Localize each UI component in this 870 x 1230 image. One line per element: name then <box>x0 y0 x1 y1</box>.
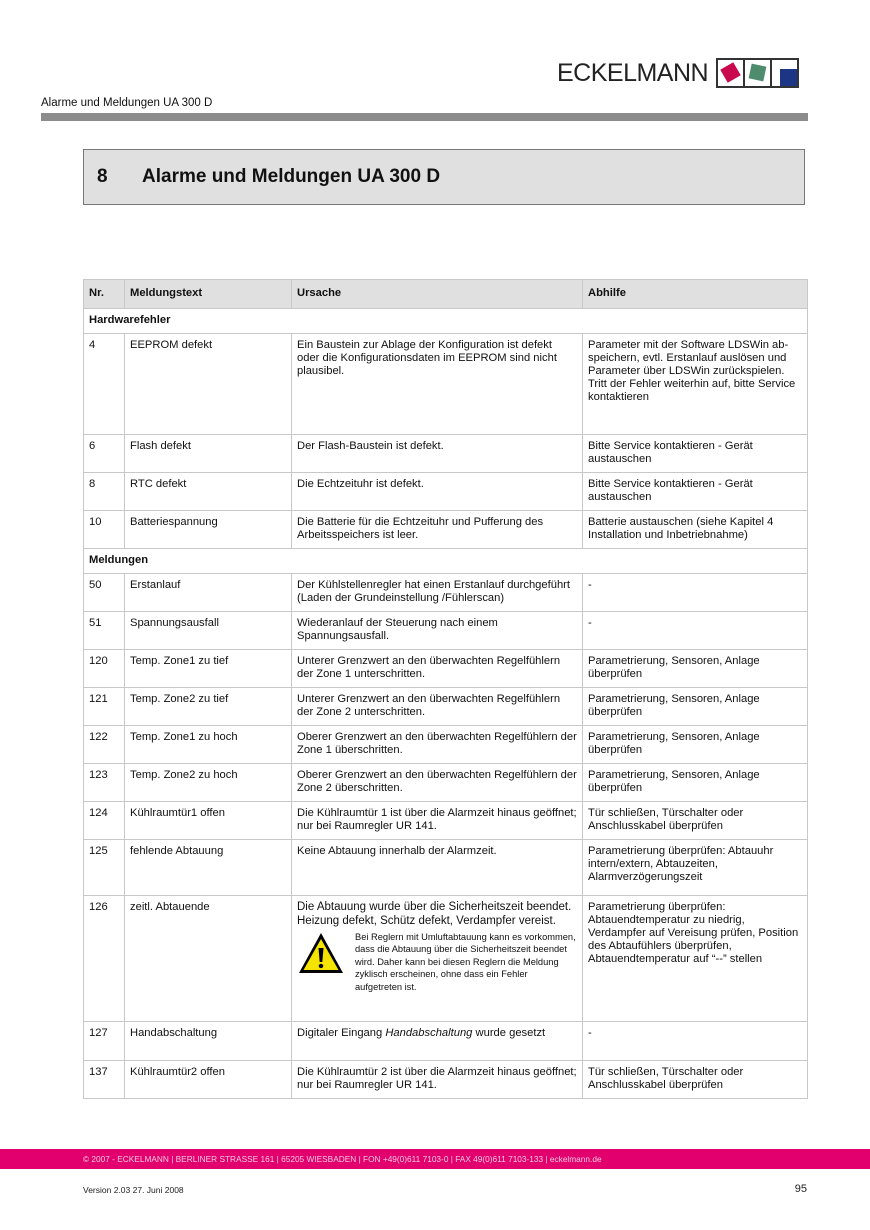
table-row <box>84 650 808 688</box>
table-row <box>84 840 808 896</box>
table-row <box>84 1022 808 1061</box>
cell-cause: Die Kühlraumtür 1 ist über die Alarmzeit hinaus geöffnet; nur bei Raumregler UR 141. <box>292 802 583 840</box>
green-square-icon <box>749 64 767 82</box>
version-info: Version 2.03 27. Juni 2008 <box>83 1185 184 1195</box>
cell-remedy: - <box>583 1022 808 1061</box>
alarm-table <box>83 279 808 1099</box>
section-row-messages <box>84 549 808 574</box>
header-message-text: Meldungstext <box>125 280 292 309</box>
cell-text: Handabschaltung <box>125 1022 292 1061</box>
cell-text: EEPROM defekt <box>125 334 292 435</box>
cause-prefix: Digitaler Eingang <box>297 1027 386 1039</box>
cell-cause: Ein Baustein zur Ablage der Konfiguration ist defekt oder die Konfigurationsdaten im EEPROM sind nicht plausibel. <box>292 334 583 435</box>
table-header-row <box>84 280 808 309</box>
cell-text: RTC defekt <box>125 473 292 511</box>
cell-nr: 125 <box>84 840 125 896</box>
table-row <box>84 802 808 840</box>
table-row <box>84 726 808 764</box>
footer-address: © 2007 - ECKELMANN | BERLINER STRASSE 161 | 65205 WIESBADEN | FON +49(0)611 7103-0 | FAX 49(0)611 7103-133 | eckelmann.de <box>83 1154 602 1164</box>
cell-nr: 123 <box>84 764 125 802</box>
cell-text: Erstanlauf <box>125 574 292 612</box>
section-title: Meldungen <box>84 549 808 574</box>
table-row <box>84 1061 808 1099</box>
cell-cause: Der Flash-Baustein ist defekt. <box>292 435 583 473</box>
cell-nr: 127 <box>84 1022 125 1061</box>
table-row <box>84 435 808 473</box>
logo-box-green <box>745 60 772 86</box>
blue-square-icon <box>780 69 797 86</box>
cell-cause: Unterer Grenzwert an den überwachten Regelfühlern der Zone 1 unterschritten. <box>292 650 583 688</box>
red-square-icon <box>720 62 740 82</box>
table-row <box>84 896 808 1022</box>
chapter-number: 8 <box>97 166 108 187</box>
cell-nr: 50 <box>84 574 125 612</box>
cell-nr: 10 <box>84 511 125 549</box>
running-head: Alarme und Meldungen UA 300 D <box>41 97 213 109</box>
cell-nr: 4 <box>84 334 125 435</box>
table-row <box>84 764 808 802</box>
warning-note <box>297 931 577 993</box>
logo-mark <box>716 58 799 88</box>
cell-remedy: Parameter mit der Software LDSWin ab-speichern, evtl. Erstanlauf auslösen und Parameter über LDSWin zurückspielen. Tritt der Fehler weiterhin auf, bitte Service kontaktieren <box>583 334 808 435</box>
cell-remedy: Parametrierung, Sensoren, Anlage überprüfen <box>583 764 808 802</box>
cell-text: zeitl. Abtauende <box>125 896 292 1022</box>
logo-text: ECKELMANN <box>557 58 709 87</box>
cell-text: Flash defekt <box>125 435 292 473</box>
cell-remedy: - <box>583 612 808 650</box>
cell-cause <box>292 896 583 1022</box>
cell-remedy: Parametrierung, Sensoren, Anlage überprüfen <box>583 650 808 688</box>
warning-note-text: Bei Reglern mit Umluftabtauung kann es vorkommen, dass die Abtauung über die Sicherheitszeit beendet wird. Daher kann bei diesen Reglern die Meldung zyklisch erscheinen, ohne dass ein Fehler aufgetreten ist. <box>355 932 576 992</box>
header-remedy: Abhilfe <box>583 280 808 309</box>
cell-text: Spannungsausfall <box>125 612 292 650</box>
cell-remedy: Tür schließen, Türschalter oder Anschlusskabel überprüfen <box>583 802 808 840</box>
cell-text: Temp. Zone1 zu hoch <box>125 726 292 764</box>
cause-suffix: wurde gesetzt <box>472 1027 546 1039</box>
cell-text: Temp. Zone2 zu tief <box>125 688 292 726</box>
header-cause: Ursache <box>292 280 583 309</box>
cell-cause: Unterer Grenzwert an den überwachten Regelfühlern der Zone 2 unterschritten. <box>292 688 583 726</box>
cell-nr: 137 <box>84 1061 125 1099</box>
cell-remedy: Parametrierung, Sensoren, Anlage überprüfen <box>583 688 808 726</box>
cause-emphasis: Handabschaltung <box>385 1027 473 1039</box>
cell-nr: 51 <box>84 612 125 650</box>
cell-text: Kühlraumtür2 offen <box>125 1061 292 1099</box>
table-row <box>84 334 808 435</box>
logo-box-blue <box>772 60 797 86</box>
header-nr: Nr. <box>84 280 125 309</box>
eckelmann-logo <box>557 58 799 88</box>
cell-cause: Oberer Grenzwert an den überwachten Regelfühlern der Zone 1 überschritten. <box>292 726 583 764</box>
cell-remedy: Parametrierung überprüfen: Abtauendtemperatur zu niedrig, Verdampfer auf Vereisung prüfen, Position des Abtaufühlers überprüfen, Abtauendtemperatur auf “--” stellen <box>583 896 808 1022</box>
cell-nr: 126 <box>84 896 125 1022</box>
cell-nr: 121 <box>84 688 125 726</box>
chapter-title: Alarme und Meldungen UA 300 D <box>142 166 441 187</box>
header-divider-bar <box>41 113 808 121</box>
cause-text: Die Abtauung wurde über die Sicherheitszeit beendet. Heizung defekt, Schütz defekt, Verdampfer vereist. <box>297 901 572 927</box>
table-row <box>84 511 808 549</box>
cell-remedy: Parametrierung überprüfen: Abtauuhr intern/extern, Abtauzeiten, Alarmverzögerungszeit <box>583 840 808 896</box>
cell-remedy: Tür schließen, Türschalter oder Anschlusskabel überprüfen <box>583 1061 808 1099</box>
cell-cause: Die Batterie für die Echtzeituhr und Pufferung des Arbeitsspeichers ist leer. <box>292 511 583 549</box>
section-title: Hardwarefehler <box>84 309 808 334</box>
cell-cause: Die Echtzeituhr ist defekt. <box>292 473 583 511</box>
cell-nr: 124 <box>84 802 125 840</box>
warning-triangle-icon <box>297 931 345 975</box>
cell-remedy: Parametrierung, Sensoren, Anlage überprüfen <box>583 726 808 764</box>
cell-remedy: - <box>583 574 808 612</box>
cell-text: Temp. Zone1 zu tief <box>125 650 292 688</box>
page-number: 95 <box>794 1183 807 1195</box>
cell-nr: 6 <box>84 435 125 473</box>
cell-cause: Der Kühlstellenregler hat einen Erstanlauf durchgeführt (Laden der Grundeinstellung /Fühlerscan) <box>292 574 583 612</box>
table-row <box>84 574 808 612</box>
chapter-heading <box>83 149 805 205</box>
cell-nr: 8 <box>84 473 125 511</box>
table-row <box>84 688 808 726</box>
cell-text: Kühlraumtür1 offen <box>125 802 292 840</box>
cell-cause: Keine Abtauung innerhalb der Alarmzeit. <box>292 840 583 896</box>
cell-cause: Die Kühlraumtür 2 ist über die Alarmzeit hinaus geöffnet; nur bei Raumregler UR 141. <box>292 1061 583 1099</box>
table-row <box>84 473 808 511</box>
cell-text: fehlende Abtauung <box>125 840 292 896</box>
cell-cause <box>292 1022 583 1061</box>
cell-text: Temp. Zone2 zu hoch <box>125 764 292 802</box>
cell-text: Batteriespannung <box>125 511 292 549</box>
cell-remedy: Batterie austauschen (siehe Kapitel 4 Installation und Inbetriebnahme) <box>583 511 808 549</box>
section-row-hardware <box>84 309 808 334</box>
cell-remedy: Bitte Service kontaktieren - Gerät austauschen <box>583 435 808 473</box>
logo-box-red <box>718 60 745 86</box>
cell-cause: Oberer Grenzwert an den überwachten Regelfühlern der Zone 2 überschritten. <box>292 764 583 802</box>
cell-cause: Wiederanlauf der Steuerung nach einem Spannungsausfall. <box>292 612 583 650</box>
table-row <box>84 612 808 650</box>
cell-nr: 122 <box>84 726 125 764</box>
cell-remedy: Bitte Service kontaktieren - Gerät austauschen <box>583 473 808 511</box>
cell-nr: 120 <box>84 650 125 688</box>
